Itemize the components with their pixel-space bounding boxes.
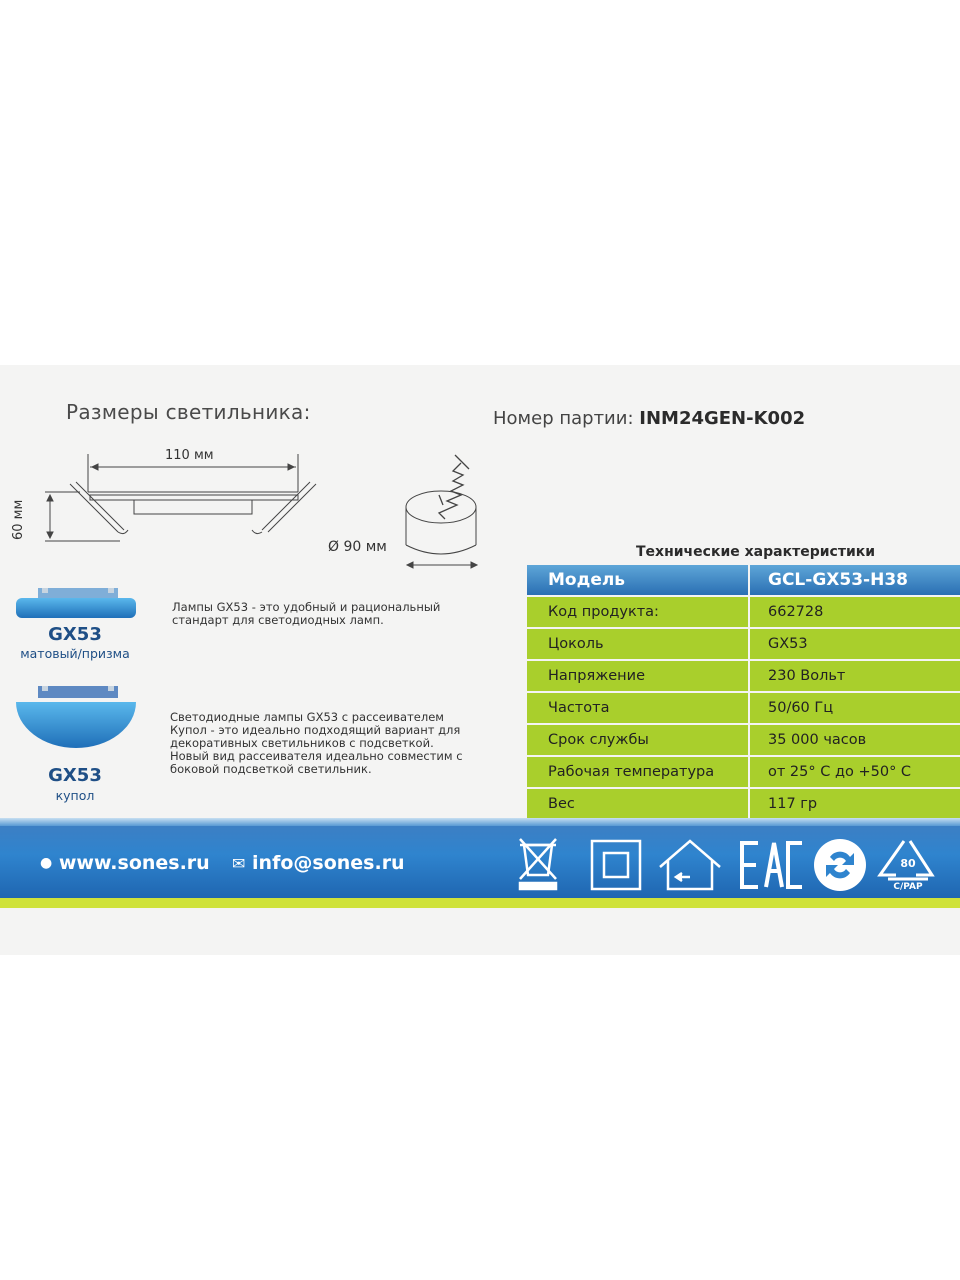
lamp-name-flat: GX53 [48, 624, 102, 645]
batch-label: Номер партии: [493, 408, 634, 429]
lamp-sub-dome: купол [55, 788, 95, 803]
specs-row [527, 661, 960, 693]
double-insulation-icon [592, 841, 640, 889]
spec-value: 117 гр [748, 789, 960, 819]
spec-value: GCL-GX53-H38 [748, 565, 960, 595]
website[interactable] [40, 852, 210, 874]
website-text: www.sones.ru [58, 852, 210, 874]
spec-value: 50/60 Гц [748, 693, 960, 723]
specs-row [527, 693, 960, 725]
spec-label: Срок службы [548, 732, 649, 748]
specs-row [527, 629, 960, 661]
spec-value: 230 Вольт [748, 661, 960, 691]
recycling-icon [814, 839, 866, 891]
email[interactable] [232, 852, 405, 874]
weee-bin-icon [520, 839, 556, 889]
recycle-label: C/PAP [893, 882, 923, 892]
spec-label: Рабочая температура [548, 764, 715, 780]
envelope-icon: ✉ [232, 854, 246, 873]
dimension-width: 110 мм [165, 448, 214, 463]
spec-label: Модель [548, 570, 626, 590]
lamp-name-dome: GX53 [48, 765, 102, 786]
spec-value: 662728 [748, 597, 960, 627]
specs-row [527, 725, 960, 757]
spec-label: Вес [548, 796, 575, 812]
specs-row-model [527, 565, 960, 597]
batch-number [493, 408, 805, 429]
globe-icon: ● [40, 855, 53, 871]
specs-title: Технические характеристики [636, 544, 876, 560]
spec-label: Напряжение [548, 668, 646, 684]
lamp-description-dome: Светодиодные лампы GX53 с рассеивателем Купол - это идеально подходящий вариант для декоративных светильников с подсветкой. Новый вид рассеивателя идеально совместим с боковой подсветкой светильник. [170, 710, 463, 776]
specs-row [527, 757, 960, 789]
lamp-sub-flat: матовый/призма [20, 646, 130, 661]
dimension-height: 60 мм [11, 499, 26, 540]
specs-table [527, 565, 960, 821]
spec-label: Цоколь [548, 636, 604, 652]
spec-label: Код продукта: [548, 604, 659, 620]
email-text: info@sones.ru [252, 852, 405, 874]
specs-row [527, 597, 960, 629]
sizes-title: Размеры светильника: [66, 400, 311, 424]
eac-mark-icon [742, 843, 802, 887]
cutout-diameter-drawing [395, 445, 505, 575]
lamp-description-flat: Лампы GX53 - это удобный и рациональный стандарт для светодиодных ламп. [172, 600, 441, 627]
indoor-use-icon [660, 841, 720, 889]
dimension-diameter: Ø 90 мм [328, 539, 387, 555]
spec-label: Частота [548, 700, 610, 716]
gx53-flat-lamp-image [12, 586, 142, 626]
spec-value: 35 000 часов [748, 725, 960, 755]
recycle-code: 80 [900, 857, 916, 870]
spec-value: GX53 [748, 629, 960, 659]
specs-row [527, 789, 960, 821]
batch-value: INM24GEN-K002 [639, 408, 806, 429]
spec-value: от 25° С до +50° С [748, 757, 960, 787]
gx53-dome-lamp-image [12, 684, 142, 754]
footer-green-strip [0, 898, 960, 908]
